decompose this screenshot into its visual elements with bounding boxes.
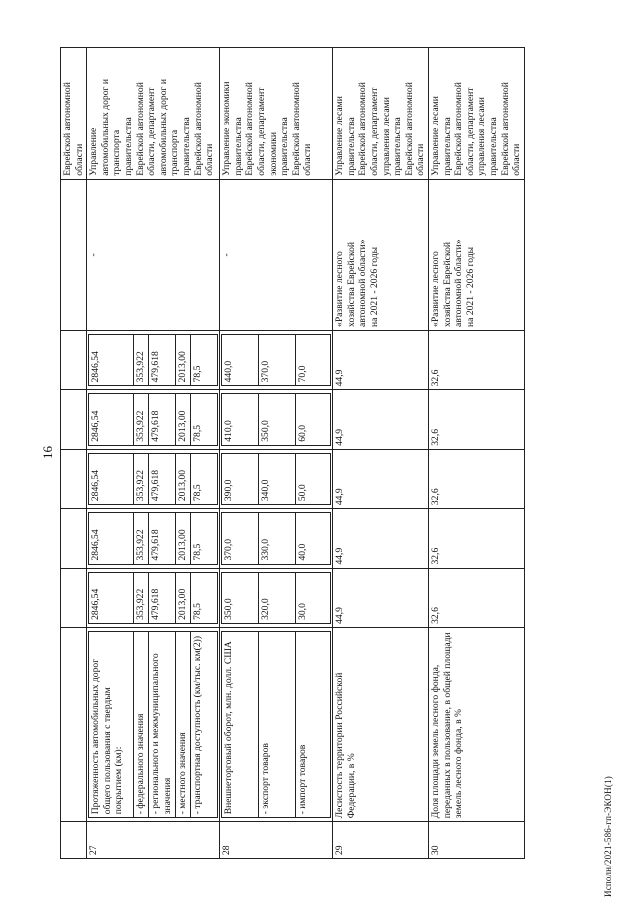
document-footer-code: Исполн/2021-586-гп-ЭКОН(1) — [603, 776, 613, 897]
year-values: 2846,54 353,922 479,618 2013,00 78,5 — [87, 330, 220, 389]
sub-label: - транспортная доступность (км/тыс. км(2)) — [191, 631, 218, 817]
indicator-name: Лесистость территории Российской Федерации, в % — [333, 627, 429, 821]
responsible-cell: Управление автомобильных дорог и транспорта правительства Еврейской автономной области, департамент автомобильных дорог и транспорта правительства Еврейской автономной области — [87, 48, 220, 180]
row-number: 27 — [87, 822, 220, 859]
table-row: 30 Доля площади земель лесного фонда, переданных в пользование, в общей площади земель лесного фонда, в % 32,6 32,6 32,6 32,6 32,6 «Развитие лесного хозяйства Еврейской автономной области» на 2021 - 2026 годы Управление лесами правительства Еврейской автономной области, департамент управления лесами правительства Еврейской автономной области — [428, 48, 524, 859]
year-values: 2846,54 353,922 479,618 2013,00 78,5 — [87, 390, 220, 449]
row-number: 30 — [428, 822, 524, 859]
indicator-name-cell: Внешнеторговый оборот, млн. долл. США - экспорт товаров - импорт товаров — [220, 627, 333, 821]
table-row: 28 Внешнеторговый оборот, млн. долл. США - экспорт товаров - импорт товаров 350,0 320,0 30,0 370,0 330,0 40,0 390,0 340,0 50,0 410,0 350,0 60,0 440,0 370,0 70,0 - Управление экономики правительства Еврейской автономной области, департамент экономики правительства Еврейской автономной области — [220, 48, 333, 859]
table-row-continuation — [61, 48, 87, 859]
table-row — [87, 48, 220, 859]
sub-label: - регионального и межмуниципального значения — [149, 631, 176, 817]
indicators-table — [60, 47, 525, 859]
sub-label: - местного значения — [176, 631, 191, 817]
responsible-cell: Управление лесами правительства Еврейской автономной области, департамент управления лесами правительства Еврейской автономной области — [428, 48, 524, 180]
table-row: 29 Лесистость территории Российской Федерации, в % 44,9 44,9 44,9 44,9 44,9 «Развитие лесного хозяйства Еврейской автономной области» на 2021 - 2026 годы Управление лесами правительства Еврейской автономной области, департамент управления лесами правительства Еврейской автономной области — [333, 48, 429, 859]
year-values: 2846,54 353,922 479,618 2013,00 78,5 — [87, 568, 220, 627]
year-values: 2846,54 353,922 479,618 2013,00 78,5 — [87, 449, 220, 508]
program-cell: «Развитие лесного хозяйства Еврейской автономной области» на 2021 - 2026 годы — [333, 179, 429, 330]
year-values: 2846,54 353,922 479,618 2013,00 78,5 — [87, 509, 220, 568]
program-cell: - — [220, 179, 333, 330]
sub-label: - федерального значения — [134, 631, 149, 817]
responsible-cell: Управление экономики правительства Еврейской автономной области, департамент экономики правительства Еврейской автономной области — [220, 48, 333, 180]
sub-label: - экспорт товаров — [259, 631, 296, 817]
row-number: 28 — [220, 822, 333, 859]
sub-label: - импорт товаров — [296, 631, 331, 817]
page-number: 16 — [40, 446, 55, 459]
continuation-cell: Еврейской автономной области — [61, 48, 87, 180]
indicator-name: Доля площади земель лесного фонда, переданных в пользование, в общей площади земель лесного фонда, в % — [428, 627, 524, 821]
indicator-name-cell: Протяженность автомобильных дорог общего пользования с твердым покрытием (км): - федерального значения - регионального и межмуниципального значения - местного значения - транспортная доступность (км/тыс. км(2)) — [87, 627, 220, 821]
program-cell: - — [87, 179, 220, 330]
program-cell: «Развитие лесного хозяйства Еврейской автономной области» на 2021 - 2026 годы — [428, 179, 524, 330]
responsible-cell: Управление лесами правительства Еврейской автономной области, департамент управления лесами правительства Еврейской автономной области — [333, 48, 429, 180]
row-number: 29 — [333, 822, 429, 859]
